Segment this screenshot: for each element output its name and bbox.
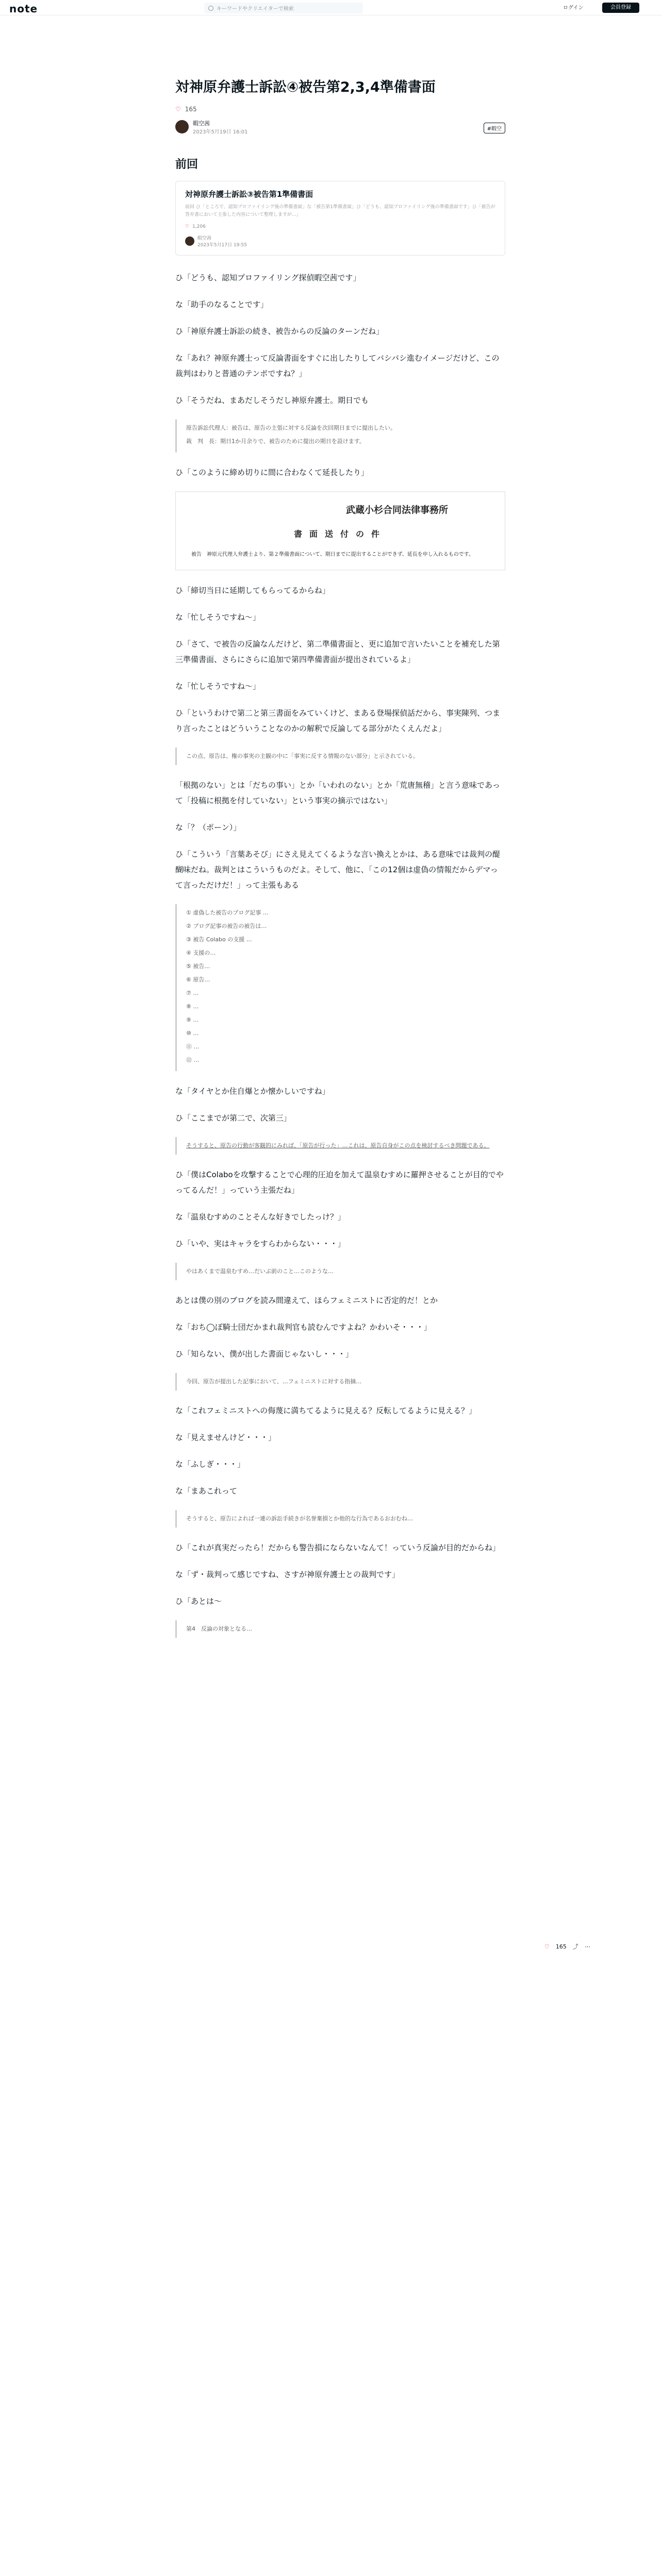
- list-item: ⑤ 被告…: [186, 963, 210, 970]
- dialogue-line: ひ「神原弁護士訴訟の続き、被告からの反論のターンだね」: [175, 327, 384, 336]
- embed-title: 対神原弁護士訴訟③被告第1準備書面: [185, 189, 313, 199]
- share-icon[interactable]: ⤴: [572, 1943, 578, 1950]
- heart-icon[interactable]: ♡: [544, 1943, 550, 1950]
- avatar: [185, 236, 194, 246]
- heart-icon[interactable]: ♡: [175, 105, 181, 113]
- site-header: [0, 0, 662, 15]
- dialogue-line: ひ「締切当日に延期してもらってるからね」: [175, 586, 330, 596]
- login-link[interactable]: ログイン: [563, 5, 584, 11]
- quote-block: [175, 419, 505, 452]
- dialogue-line: 「根拠のない」とは「だちの事い」とか「いわれのない」とか「荒唐無稽」と言う意味であって「投稿に根拠を付していない」という事実の摘示ではない」: [175, 781, 500, 806]
- author-name[interactable]: 暇空茜: [193, 120, 210, 127]
- dialogue-line: な「ふしぎ・・・」: [175, 1460, 245, 1469]
- dialogue-line: あとは僕の別のブログを読み間違えて、ほらフェミニストに否定的だ！とか: [175, 1296, 438, 1306]
- list-item: ⑨ …: [186, 1016, 199, 1024]
- like-count: 165: [185, 105, 197, 113]
- signup-button[interactable]: 会員登録: [602, 3, 639, 13]
- quote-block: そうすると、原告によれば一連の訴訟手続きが名誉棄損とか他的な行為であるおおむね…: [175, 1510, 505, 1528]
- embed-likes: 1,206: [192, 224, 206, 230]
- dialogue-line: ひ「僕はColaboを攻撃することで心理的圧迫を加えて温泉むすめに羅押させることが目的でやってるんだ！」っていう主張だね」: [175, 1170, 504, 1195]
- section-heading: 前回: [175, 158, 198, 171]
- list-item: ⑥ 原告…: [186, 976, 210, 984]
- dialogue-line: な「？（ポーン）」: [175, 823, 241, 833]
- embed-card[interactable]: [175, 181, 505, 256]
- dialogue-line: ひ「いや、実はキャラをすらわからない・・・」: [175, 1239, 345, 1249]
- article-title: 対神原弁護士訴訟④被告第2,3,4準備書面: [175, 79, 436, 95]
- floating-action-bar: [544, 1942, 590, 1951]
- dialogue-line: な「忙しそうですね〜」: [175, 613, 261, 622]
- avatar[interactable]: [175, 120, 189, 133]
- list-item: ⑫ …: [186, 1057, 200, 1064]
- dialogue-line: な「温泉むすめのことそんな好きでしたっけ？」: [175, 1212, 346, 1222]
- dialogue-line: ひ「これが真実だったら！だからも警告損にならないなんて！っていう反論が目的だからね」: [175, 1543, 501, 1553]
- list-item: ① 虚偽した被告のブログ記事 …: [186, 909, 269, 917]
- dialogue-line: ひ「あとは〜: [175, 1597, 222, 1606]
- dialogue-line: な「見えませんけど・・・」: [175, 1433, 276, 1443]
- embed-date: 2023年5月17日 19:55: [197, 243, 247, 248]
- heart-icon: ♡: [185, 224, 190, 230]
- dialogue-line: ひ「そうだね、まあだしそうだし神原弁護士。期日でも: [175, 396, 369, 405]
- hashtag-button[interactable]: #暇空: [484, 123, 505, 133]
- dialogue-line: ひ「どうも、認知プロファイリング探偵暇空茜です」: [175, 273, 361, 283]
- quote-block: この点、原告は、権の事実の主観の中に「事実に反する情報のない部分」と示されている。: [175, 748, 505, 765]
- dialogue-line: な「タイヤとか住自爆とか懐かしいですね」: [175, 1087, 330, 1096]
- document-title: 書面送付の件: [293, 529, 387, 539]
- list-item: ⑧ …: [186, 1003, 199, 1010]
- search-placeholder: キーワードやクリエイターで検索: [217, 6, 294, 12]
- list-item: ④ 支援の…: [186, 950, 216, 957]
- quote-block: 今回、原告が提出した記事において、…フェミニストに対する指摘…: [175, 1373, 505, 1391]
- quote-row: 原告訴訟代理人：被告は、原告の主張に対する反論を次回期日までに提出したい。: [186, 425, 396, 432]
- list-item: ⑦ …: [186, 990, 199, 997]
- search-icon: [208, 6, 213, 11]
- list-item: ③ 被告 Colabo の支援 …: [186, 936, 252, 943]
- dialogue-line: ひ「このように締め切りに間に合わなくて延長したり」: [175, 468, 369, 478]
- list-item: ② ブログ記事の被告の被告は…: [186, 923, 267, 930]
- dialogue-line: ひ「さて、で被告の反論なんだけど、第二準備書面と、更に追加で言いたいことを補充した第三準備書面、さらにさらに追加で第四準備書面が提出されているよ」: [175, 639, 500, 665]
- quote-block: そうすると、原告の行動が客観的にみれば、「原告が行った」…これは、原告自身がこの点を検討するべき問題である。: [175, 1137, 505, 1155]
- more-icon[interactable]: ⋯: [584, 1943, 590, 1950]
- document-image: [175, 492, 505, 570]
- dialogue-line: ひ「知らない、僕が出した書面じゃないし・・・」: [175, 1349, 354, 1359]
- article: [175, 77, 505, 1650]
- dialogue-line: な「これフェミニストへの侮蔑に満ちてるように見える？反転してるように見える？」: [175, 1406, 477, 1416]
- like-line: [175, 106, 505, 113]
- quote-block: 第4 反論の対象となる…: [175, 1620, 505, 1638]
- dialogue-line: ひ「こういう「言葉あそび」にさえ見えてくるような言い換えとかは、ある意味では裁判の醍醐味だね。裁判とはこういうものだよ。そして、他に、「この12個は虚偽の情報だからデマって言っただけだ！」って主張もある: [175, 850, 501, 890]
- dialogue-line: な「あれ？神原弁護士って反論書面をすぐに出したりしてバシバシ進むイメージだけど、この裁判はわりと普通のテンポですね？」: [175, 353, 500, 379]
- dialogue-line: な「忙しそうですね〜」: [175, 682, 261, 691]
- list-item: ⑩ …: [186, 1030, 199, 1037]
- quote-row: 裁 判 長：期日1か月余りで、被告のために提出の期日を設けます。: [186, 438, 365, 445]
- dialogue-line: な「まあこれって: [175, 1486, 238, 1496]
- author-block[interactable]: [175, 119, 505, 135]
- embed-excerpt: 前回 ひ「ところで、認知プロファイリング後の準備書面」な「被告第1準備書面」ひ「どうも、認知プロファイリング後の準備書面です」ひ「被告が答弁書において主張した内容について整理しますが…」: [185, 204, 495, 217]
- float-like-count: 165: [555, 1943, 567, 1950]
- quote-block: やはあくまで温泉むすめ…だいぶ前のこと…このような…: [175, 1263, 505, 1280]
- embed-author: 暇空茜: [197, 236, 212, 242]
- firm-name: 武蔵小杉合同法律事務所: [346, 505, 448, 516]
- site-logo[interactable]: note: [9, 3, 38, 15]
- document-body: 被告 神原元代理人弁護士より、第２準備書面について、期日までに提出することができず、延長を申し入れるものです。: [191, 552, 474, 558]
- dialogue-line: な「助手のなることです」: [175, 300, 269, 310]
- dialogue-line: な「おち◯ぽ騎士団だかまれ裁判官も読むんですよね？かわいそ・・・」: [175, 1323, 432, 1332]
- quote-list: [175, 904, 505, 1071]
- search-input[interactable]: [204, 3, 363, 13]
- dialogue-line: ひ「というわけで第二と第三書面をみていくけど、まある登場探偵話だから、事実陳列、つまり言ったことはどういうことなのかの解釈で反論してる部分がたくえんだよ」: [175, 708, 501, 734]
- list-item: ⑪ …: [186, 1043, 200, 1050]
- dialogue-line: ひ「ここまでが第二で、次第三」: [175, 1113, 291, 1123]
- post-date: 2023年5月19日 16:01: [193, 129, 248, 135]
- dialogue-line: な「ず・裁判って感じですね、さすが神原弁護士との裁判です」: [175, 1570, 400, 1580]
